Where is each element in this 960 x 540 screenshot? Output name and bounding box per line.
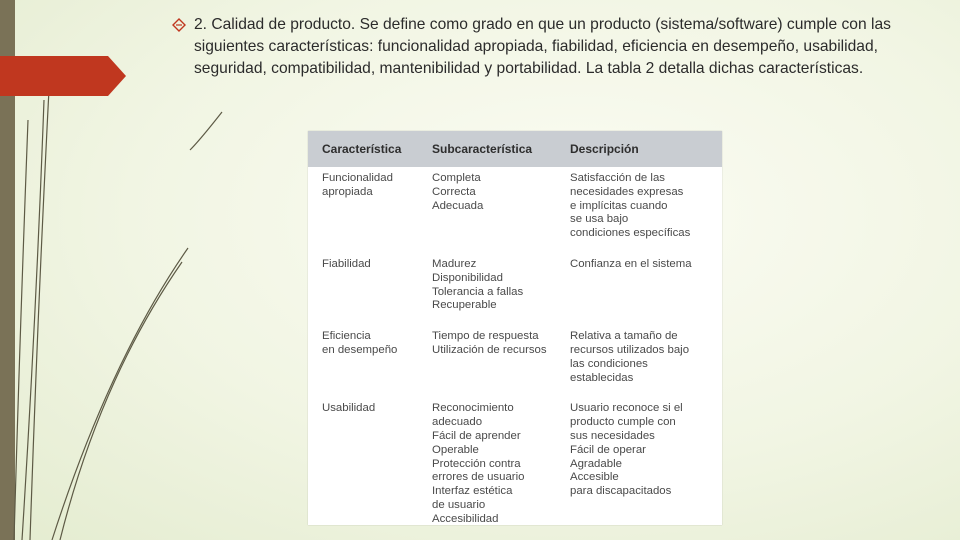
cell-line: Fiabilidad (322, 257, 371, 270)
cell-line: Confianza en el sistema (570, 257, 692, 270)
cell-line: Accesible (570, 471, 619, 484)
deco-line (190, 112, 222, 150)
table-row (308, 253, 722, 325)
cell-line: adecuado (432, 416, 483, 429)
description-cell (556, 167, 722, 253)
cell-line: para discapacitados (570, 485, 672, 498)
red-accent-tab (0, 56, 126, 96)
column-header: Subcaracterística (418, 131, 556, 167)
cell-line: establecidas (570, 371, 634, 384)
cell-line: Accesibilidad (432, 512, 499, 525)
subcharacteristic-cell (418, 253, 556, 325)
cell-line: Fácil de aprender (432, 429, 521, 442)
cell-line: Usuario reconoce si el (570, 402, 683, 415)
quality-characteristics-table (308, 131, 722, 525)
table-body (308, 167, 722, 525)
cell-line: Relativa a tamaño de (570, 330, 678, 343)
cell-line: Correcta (432, 185, 476, 198)
cell-line: necesidades expresas (570, 185, 684, 198)
cell-line: Funcionalidad (322, 172, 393, 184)
cell-line: en desempeño (322, 343, 398, 356)
characteristic-cell (308, 167, 418, 253)
cell-line: e implícitas cuando (570, 199, 668, 212)
diamond-outline-icon (172, 18, 186, 32)
cell-line: condiciones específicas (570, 227, 691, 240)
cell-line: recursos utilizados bajo (570, 343, 690, 356)
description-cell (556, 325, 722, 397)
subcharacteristic-cell (418, 325, 556, 397)
cell-line: Completa (432, 172, 481, 184)
subcharacteristic-cell (418, 397, 556, 525)
table-row (308, 397, 722, 525)
bullet-paragraph (172, 14, 902, 80)
column-header: Descripción (556, 131, 722, 167)
cell-line: Usabilidad (322, 402, 376, 415)
cell-line: producto cumple con (570, 416, 676, 429)
cell-line: Recuperable (432, 299, 497, 312)
cell-line: Operable (432, 443, 479, 456)
cell-line: errores de usuario (432, 471, 525, 484)
cell-line: Protección contra (432, 457, 521, 470)
cell-line: Disponibilidad (432, 271, 503, 284)
table-row (308, 325, 722, 397)
cell-line: Fácil de operar (570, 443, 646, 456)
cell-line: las condiciones (570, 357, 648, 370)
cell-line: Utilización de recursos (432, 343, 547, 356)
column-header: Característica (308, 131, 418, 167)
deco-line (30, 70, 50, 540)
deco-line (22, 100, 44, 540)
characteristic-cell (308, 397, 418, 525)
description-cell (556, 397, 722, 525)
cell-line: apropiada (322, 185, 373, 198)
cell-line: Reconocimiento (432, 402, 514, 415)
table-header-row (308, 131, 722, 167)
table-row (308, 167, 722, 253)
characteristic-cell (308, 253, 418, 325)
subcharacteristic-cell (418, 167, 556, 253)
cell-line: se usa bajo (570, 213, 629, 226)
cell-line: Adecuada (432, 199, 484, 212)
cell-line: sus necesidades (570, 429, 655, 442)
cell-line: Eficiencia (322, 330, 371, 343)
paragraph-text: 2. Calidad de producto. Se define como grado en que un producto (sistema/software) cumple con las siguientes características: funcionalidad apropiada, fiabilidad, eficiencia en desempeño, usabilidad, seguridad, compatibilidad, mantenibilidad y portabilidad. La tabla 2 detalla dichas características. (194, 16, 891, 77)
cell-line: Interfaz estética (432, 485, 513, 498)
cell-line: Madurez (432, 257, 477, 270)
deco-line (60, 262, 182, 540)
cell-line: Tiempo de respuesta (432, 330, 539, 343)
characteristic-cell (308, 325, 418, 397)
cell-line: Satisfacción de las (570, 172, 665, 184)
cell-line: Tolerancia a fallas (432, 285, 524, 298)
description-cell (556, 253, 722, 325)
cell-line: de usuario (432, 498, 486, 511)
cell-line: Agradable (570, 457, 622, 470)
